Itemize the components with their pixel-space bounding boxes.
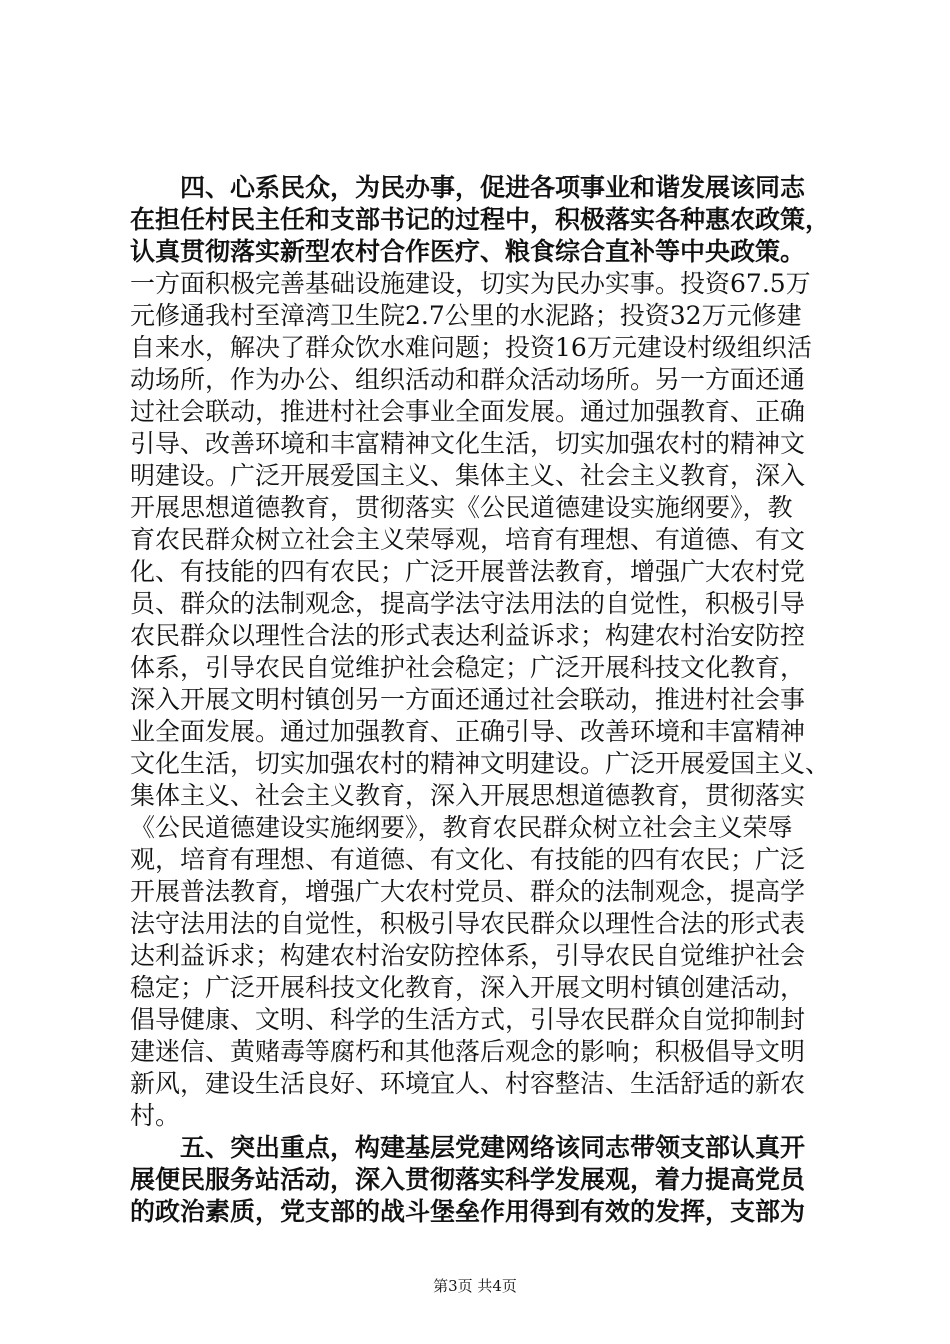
body-text-line: 自来水，解决了群众饮水难问题；投资16万元建设村级组织活 [130,333,812,362]
body-text-line: 引导、改善环境和丰富精神文化生活，切实加强农村的精神文 [130,429,806,458]
body-text-line: 建迷信、黄赌毒等腐朽和其他落后观念的影响；积极倡导文明 [130,1037,806,1066]
body-text-line: 元修通我村至漳湾卫生院2.7公里的水泥路；投资32万元修建 [130,301,802,330]
body-text-line: 化、有技能的四有农民；广泛开展普法教育，增强广大农村党 [130,557,806,586]
heading-text-line: 在担任村民主任和支部书记的过程中，积极落实各种惠农政策， [130,205,831,234]
heading-text-line: 四、心系民众，为民办事，促进各项事业和谐发展该同志 [130,173,806,202]
body-text-line: 员、群众的法制观念，提高学法守法用法的自觉性，积极引导 [130,589,806,618]
body-text-line: 观，培育有理想、有道德、有文化、有技能的四有农民；广泛 [130,845,806,874]
heading-text-line: 五、突出重点，构建基层党建网络该同志带领支部认真开 [130,1133,806,1162]
body-text-line: 明建设。广泛开展爱国主义、集体主义、社会主义教育，深入 [130,461,806,490]
body-text-line: 育农民群众树立社会主义荣辱观，培育有理想、有道德、有文 [130,525,806,554]
body-text-line: 开展普法教育，增强广大农村党员、群众的法制观念，提高学 [130,877,806,906]
body-text-line: 农民群众以理性合法的形式表达利益诉求；构建农村治安防控 [130,621,806,650]
body-text-line: 倡导健康、文明、科学的生活方式，引导农民群众自觉抑制封 [130,1005,806,1034]
body-text-line: 业全面发展。通过加强教育、正确引导、改善环境和丰富精神 [130,717,806,746]
body-text-line: 稳定；广泛开展科技文化教育，深入开展文明村镇创建活动， [130,973,806,1002]
body-text-line: 一方面积极完善基础设施建设，切实为民办实事。投资67.5万 [130,269,811,298]
body-text-line: 深入开展文明村镇创另一方面还通过社会联动，推进村社会事 [130,685,806,714]
body-text-line: 过社会联动，推进村社会事业全面发展。通过加强教育、正确 [130,397,806,426]
heading-text-line: 展便民服务站活动，深入贯彻落实科学发展观，着力提高党员 [130,1165,806,1194]
document-body [130,172,830,1228]
body-text-line: 《公民道德建设实施纲要》，教育农民群众树立社会主义荣辱 [130,813,793,842]
body-text-line: 法守法用法的自觉性，积极引导农民群众以理性合法的形式表 [130,909,806,938]
body-text-line: 达利益诉求；构建农村治安防控体系，引导农民自觉维护社会 [130,941,806,970]
body-text-line: 集体主义、社会主义教育，深入开展思想道德教育，贯彻落实 [130,781,806,810]
page-footer: 第3页 共4页 [433,1277,517,1295]
heading-text-line: 的政治素质，党支部的战斗堡垒作用得到有效的发挥，支部为 [130,1197,806,1226]
body-text-line: 新风，建设生活良好、环境宜人、村容整洁、生活舒适的新农 [130,1069,806,1098]
body-text-line: 动场所，作为办公、组织活动和群众活动场所。另一方面还通 [130,365,806,394]
heading-text-line: 认真贯彻落实新型农村合作医疗、粮食综合直补等中央政策。 [130,237,806,266]
body-text-line: 村。 [130,1101,181,1130]
body-text-line: 文化生活，切实加强农村的精神文明建设。广泛开展爱国主义、 [130,749,831,778]
body-text-line: 开展思想道德教育，贯彻落实《公民道德建设实施纲要》，教 [130,493,793,522]
body-text-line: 体系，引导农民自觉维护社会稳定；广泛开展科技文化教育， [130,653,806,682]
